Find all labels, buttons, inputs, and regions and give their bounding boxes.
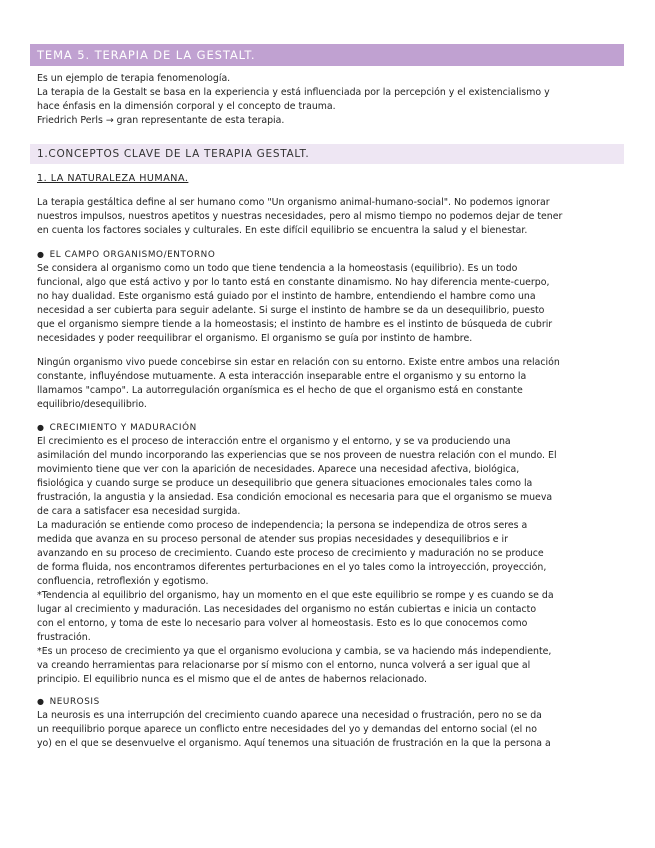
content-body (37, 196, 622, 751)
text-line: medida que avanza en su proceso personal de atender sus propias necesidades y desequilibrios e ir (37, 534, 509, 545)
page-title: TEMA 5. TERAPIA DE LA GESTALT. (30, 44, 624, 66)
paragraph-campo-2 (37, 356, 622, 412)
text-line: Se considera al organismo como un todo que tiene tendencia a la homeostasis (equilibrio). Es un todo (37, 263, 518, 274)
text-line: Ningún organismo vivo puede concebirse sin estar en relación con su entorno. Existe entre ambos una relación (37, 357, 560, 368)
paragraph-neurosis (37, 709, 622, 751)
text-line: La maduración se entiende como proceso de independencia; la persona se independiza de otros seres a (37, 520, 528, 531)
bullet-heading-crecimiento (37, 421, 622, 435)
text-line: movimiento tiene que ver con la aparición de necesidades. Aparece una necesidad afectiva, biológica, (37, 464, 520, 475)
text-line: de forma fluida, nos encontramos diferentes perturbaciones en el yo tales como la introyección, proyección, (37, 562, 547, 573)
bullet-icon: ● (37, 697, 45, 706)
text-line: yo) en el que se desenvuelve el organismo. Aquí tenemos una situación de frustración en la que la persona a (37, 738, 551, 749)
bullet-heading-campo (37, 248, 622, 262)
text-line: un reequilibrio porque aparece un conflicto entre necesidades del yo y demandas del entorno social (el no (37, 724, 537, 735)
bullet-icon: ● (37, 423, 45, 432)
intro-block (37, 72, 622, 128)
text-line: que el organismo siempre tiende a la homeostasis; el instinto de hambre es el instinto de búsqueda de cubrir (37, 319, 553, 330)
subsection-heading: 1. LA NATURALEZA HUMANA. (37, 173, 189, 184)
bullet-heading-text: CRECIMIENTO Y MADURACIÓN (49, 423, 197, 433)
text-line: en cuenta los factores sociales y culturales. En este difícil equilibrio se encuentra la salud y el bienestar. (37, 225, 528, 236)
text-line: nuestros impulsos, nuestros apetitos y nuestras necesidades, pero al mismo tiempo no podemos dejar de tener (37, 211, 563, 222)
text-line: avanzando en su proceso de crecimiento. Cuando este proceso de crecimiento y maduración no se produce (37, 548, 544, 559)
text-line: confluencia, retroflexión y egotismo. (37, 576, 209, 587)
bullet-heading-neurosis (37, 695, 622, 709)
text-line: Friedrich Perls → gran representante de esta terapia. (37, 115, 285, 126)
text-line: *Tendencia al equilibrio del organismo, hay un momento en el que este equilibrio se rompe y es cuando se da (37, 590, 554, 601)
text-line: lugar al crecimiento y maduración. Las necesidades del organismo no están cubiertas e inicia un contacto (37, 604, 537, 615)
text-line: de cara a satisfacer esa necesidad surgida. (37, 506, 241, 517)
text-line: equilibrio/desequilibrio. (37, 399, 147, 410)
text-line: constante, influyéndose mutuamente. A esta interacción inseparable entre el organismo y su entorno la (37, 371, 527, 382)
paragraph-crecimiento (37, 435, 622, 687)
text-line: necesidad a ser cubierta para seguir adelante. Si surge el instinto de hambre se da un desequilibrio, puesto (37, 305, 545, 316)
paragraph-campo-1 (37, 262, 622, 346)
text-line: funcional, algo que está activo y por lo tanto está en constante dinamismo. No hay diferencia mente-cuerpo, (37, 277, 550, 288)
text-line: frustración, la angustia y la ansiedad. Esa condición emocional es necesaria para que el organismo se mueva (37, 492, 553, 503)
text-line: *Es un proceso de crecimiento ya que el organismo evoluciona y cambia, se va haciendo más independiente, (37, 646, 552, 657)
text-line: fisiológica y cuando surge se produce un desequilibrio que genera situaciones emocionales tales como la (37, 478, 533, 489)
text-line: principio. El equilibrio nunca es el mismo que el de antes de habernos relacionado. (37, 674, 427, 685)
text-line: asimilación del mundo incorporando las experiencias que se nos proveen de nuestra relación con el mundo. El (37, 450, 557, 461)
text-line: necesidades y poder reequilibrar el organismo. El organismo se guía por instinto de hambre. (37, 333, 473, 344)
text-line: Es un ejemplo de terapia fenomenología. (37, 73, 231, 84)
bullet-heading-text: EL CAMPO ORGANISMO/ENTORNO (49, 250, 216, 260)
text-line: frustración. (37, 632, 91, 643)
text-line: La terapia gestáltica define al ser humano como "Un organismo animal-humano-social". No podemos ignorar (37, 197, 550, 208)
bullet-heading-text: NEUROSIS (49, 697, 100, 707)
text-line: llamamos "campo". La autorregulación organísmica es el hecho de que el organismo está en constante (37, 385, 523, 396)
paragraph-naturaleza (37, 196, 622, 238)
text-line: hace énfasis en la dimensión corporal y el concepto de trauma. (37, 101, 336, 112)
text-line: El crecimiento es el proceso de interacción entre el organismo y el entorno, y se va produciendo una (37, 436, 511, 447)
text-line: La terapia de la Gestalt se basa en la experiencia y está influenciada por la percepción y el existencialismo y (37, 87, 550, 98)
text-line: no hay dualidad. Este organismo está guiado por el instinto de hambre, entendiendo el hambre como una (37, 291, 536, 302)
text-line: La neurosis es una interrupción del crecimiento cuando aparece una necesidad o frustración, pero no se da (37, 710, 542, 721)
text-line: con el entorno, y toma de este lo necesario para volver al homeostasis. Esto es lo que conocemos como (37, 618, 528, 629)
text-line: va creando herramientas para relacionarse por sí mismo con el entorno, nunca volverá a ser igual que al (37, 660, 531, 671)
section-heading: 1.CONCEPTOS CLAVE DE LA TERAPIA GESTALT. (30, 144, 624, 164)
bullet-icon: ● (37, 250, 45, 259)
